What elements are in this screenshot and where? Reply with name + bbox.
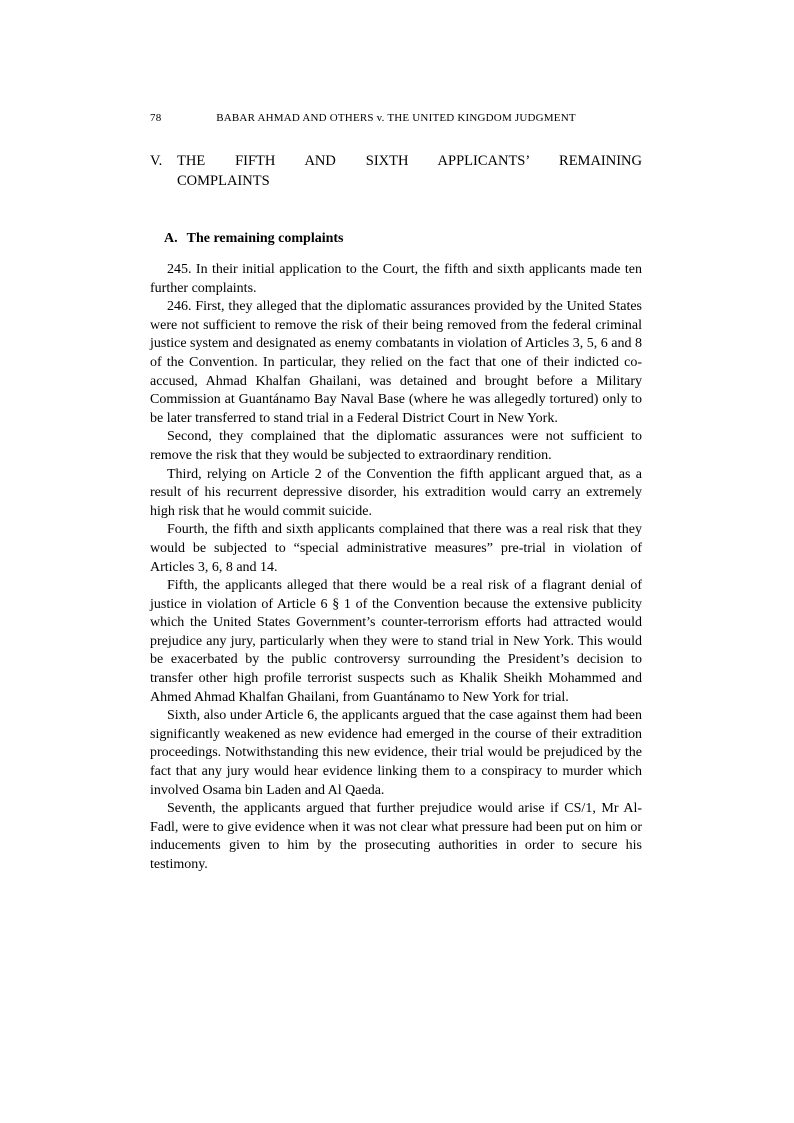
paragraph-fifth: Fifth, the applicants alleged that there would be a real risk of a flagrant denial of justice in violation of Article 6 § 1 of the Convention because the extensive publicity which the United States Government’s counter-terrorism efforts had attracted would prejudice any jury, particularly when they were to stand trial in New York. This would be exacerbated by the public controversy surrounding the President’s decision to transfer other high profile terrorist suspects such as Khalik Sheikh Mohammed and Ahmed Ahmad Khalfan Ghailani, from Guantánamo to New York for trial.	[150, 578, 642, 705]
section-number: V.	[150, 153, 163, 169]
section-title-line-2: COMPLAINTS	[177, 172, 270, 189]
subsection-title: The remaining complaints	[186, 231, 344, 246]
page-content	[150, 112, 642, 875]
paragraph-246-first: 246. First, they alleged that the diplomatic assurances provided by the United States were not sufficient to remove the risk of their being removed from the federal criminal justice system and designated as enemy combatants in violation of Articles 3, 5, 6 and 8 of the Convention. In particular, they relied on the fact that one of their indicted co-accused, Ahmad Khalfan Ghailani, was detained and brought before a Military Commission at Guantánamo Bay Naval Base (where he was allegedly tortured) only to be later transferred to stand trial in a Federal District Court in New York.	[150, 299, 642, 426]
running-title: BABAR AHMAD AND OTHERS v. THE UNITED KINGDOM JUDGMENT	[216, 112, 576, 124]
section-title-line-1: THE FIFTH AND SIXTH APPLICANTS’ REMAINING	[177, 153, 642, 169]
subsection-heading	[164, 230, 642, 248]
paragraph-245: 245. In their initial application to the Court, the fifth and sixth applicants made ten further complaints.	[150, 262, 642, 296]
section-heading	[150, 152, 642, 191]
paragraph-fourth: Fourth, the fifth and sixth applicants complained that there was a real risk that they would be subjected to “special administrative measures” pre-trial in violation of Articles 3, 6, 8 and 14.	[150, 522, 642, 575]
body-text	[150, 261, 642, 875]
paragraph-third: Third, relying on Article 2 of the Convention the fifth applicant argued that, as a result of his recurrent depressive disorder, his extradition would carry an extremely high risk that he would commit suicide.	[150, 466, 642, 519]
paragraph-seventh: Seventh, the applicants argued that further prejudice would arise if CS/1, Mr Al-Fadl, were to give evidence when it was not clear what pressure had been put on him or inducements given to him by the prosecuting authorities in order to secure his testimony.	[150, 801, 642, 872]
page-number: 78	[150, 112, 162, 124]
subsection-number: A.	[164, 231, 178, 246]
running-header	[150, 112, 642, 125]
paragraph-sixth: Sixth, also under Article 6, the applicants argued that the case against them had been significantly weakened as new evidence had emerged in the course of their extradition proceedings. Notwithstanding this new evidence, their trial would be prejudiced by the fact that any jury would hear evidence linking them to a conspiracy to murder which involved Osama bin Laden and Al Qaeda.	[150, 708, 642, 798]
paragraph-second: Second, they complained that the diplomatic assurances were not sufficient to remove the risk that they would be subjected to extraordinary rendition.	[150, 429, 642, 463]
section-title	[177, 152, 642, 191]
